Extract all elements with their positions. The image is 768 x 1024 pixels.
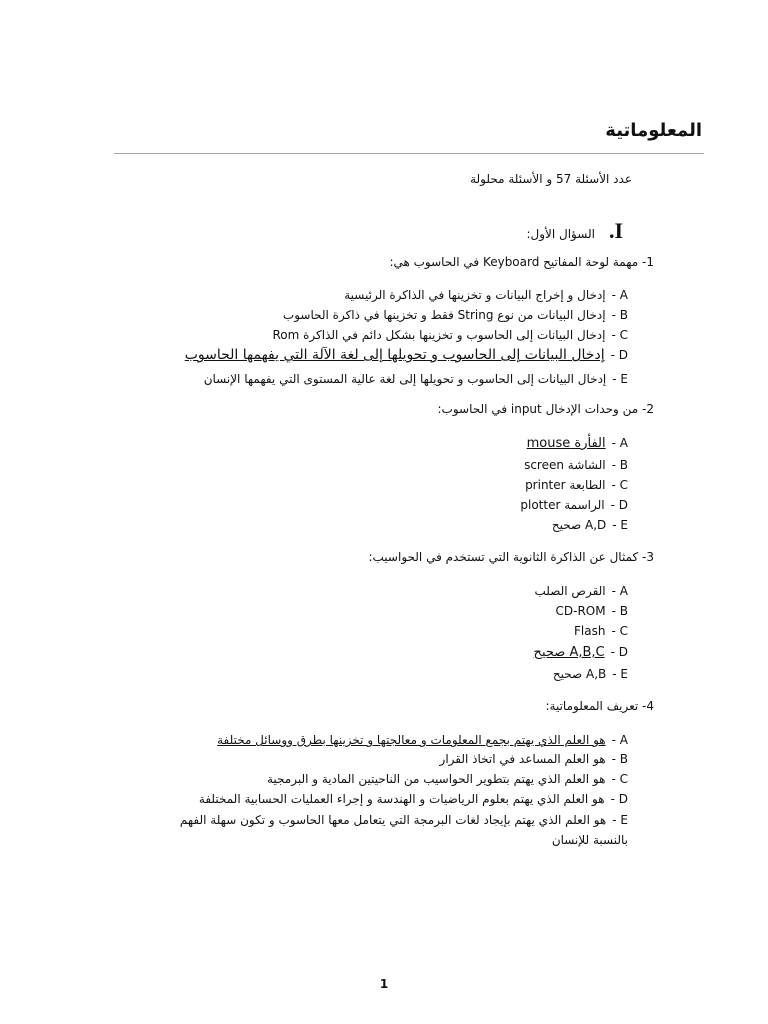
- section-heading: [526, 218, 623, 244]
- option-text: هو العلم الذي يهتم بعلوم الرياضيات و الهندسة و إجراء العمليات الحسابية المختلفة: [198, 792, 605, 806]
- question-count: عدد الأسئلة 57 و الأسئلة محلولة: [470, 172, 632, 186]
- option-text: هو العلم الذي يهتم بتطوير الحواسيب من الناحيتين المادية و البرمجية: [266, 772, 606, 786]
- option-label: B -: [611, 752, 628, 766]
- option-label: A -: [611, 436, 628, 450]
- q2-option-a-correct: [527, 436, 628, 451]
- q4-option-e: [158, 810, 628, 850]
- option-label: E -: [612, 813, 628, 827]
- option-label: D -: [610, 792, 628, 806]
- option-label: B -: [611, 604, 628, 618]
- option-text: A,D صحيح: [551, 518, 607, 532]
- option-text: إدخال البيانات إلى الحاسوب و تحويلها إلى لغة الآلة التي يفهمها الحاسوب: [184, 347, 605, 363]
- option-text: إدخال البيانات من نوع String فقط و تخزينها في ذاكرة الحاسوب: [282, 308, 606, 322]
- option-label: B -: [611, 458, 628, 472]
- option-text: إدخال البيانات إلى الحاسوب و تحويلها إلى لغة عالية المستوى التي يفهمها الإنسان: [203, 372, 607, 386]
- option-label: E -: [612, 372, 628, 386]
- option-text: إدخال و إخراج البيانات و تخزينها في الذاكرة الرئيسية: [344, 288, 606, 302]
- q1-option-a: [344, 288, 628, 302]
- q1-option-e: [204, 372, 628, 386]
- option-label: A -: [611, 584, 628, 598]
- option-label: C -: [611, 772, 628, 786]
- q4-option-c: [267, 772, 628, 786]
- option-text: الراسمة plotter: [520, 498, 605, 512]
- section-roman-numeral: I.: [608, 218, 623, 243]
- option-text: الشاشة screen: [524, 458, 606, 472]
- option-label: A -: [611, 288, 628, 302]
- option-label: A -: [611, 733, 628, 747]
- option-label: C -: [611, 624, 628, 638]
- q2-option-c: [525, 478, 628, 492]
- page-title: المعلوماتية: [605, 120, 702, 141]
- option-label: D -: [610, 498, 628, 512]
- option-label: C -: [611, 328, 628, 342]
- option-text: إدخال البيانات إلى الحاسوب و تخزينها بشكل دائم في الذاكرة Rom: [272, 328, 606, 342]
- option-text: القرص الصلب: [534, 584, 606, 598]
- question-3: 3- كمثال عن الذاكرة الثانوية التي تستخدم في الحواسيب:: [368, 550, 654, 564]
- question-1: 1- مهمة لوحة المفاتيح Keyboard في الحاسوب هي:: [389, 255, 654, 269]
- option-text: A,B صحيح: [552, 667, 607, 681]
- option-text: الفأرة mouse: [526, 436, 606, 451]
- q3-option-d-correct: [534, 645, 628, 660]
- option-text: هو العلم الذي يهتم بإيجاد لغات البرمجة التي يتعامل معها الحاسوب و تكون سهلة الفهم بالنسبة للإنسان: [179, 813, 628, 847]
- q2-option-d: [520, 498, 628, 512]
- q4-option-a-correct: [217, 733, 628, 747]
- option-label: C -: [611, 478, 628, 492]
- q2-option-e: [552, 518, 628, 532]
- option-text: هو العلم المساعد في اتخاذ القرار: [439, 752, 606, 766]
- q3-option-c: [574, 624, 628, 638]
- question-2: 2- من وحدات الإدخال input في الحاسوب:: [437, 402, 654, 416]
- q1-option-d-correct: [185, 347, 628, 363]
- question-4: 4- تعريف المعلوماتية:: [545, 699, 654, 713]
- option-text: Flash: [574, 624, 606, 638]
- q3-option-a: [534, 584, 628, 598]
- option-label: B -: [611, 308, 628, 322]
- option-text: A,B,C صحيح: [533, 645, 605, 660]
- q3-option-e: [553, 667, 628, 681]
- q1-option-b: [283, 308, 628, 322]
- q1-option-c: [272, 328, 628, 342]
- option-label: E -: [612, 518, 628, 532]
- option-label: D -: [610, 645, 628, 659]
- option-label: D -: [610, 348, 628, 362]
- q3-option-b: [556, 604, 628, 618]
- option-label: E -: [612, 667, 628, 681]
- option-text: الطابعة printer: [525, 478, 606, 492]
- q2-option-b: [524, 458, 628, 472]
- page-number: 1: [379, 977, 389, 991]
- q4-option-b: [440, 752, 628, 766]
- option-text: هو العلم الذي يهتم بجمع المعلومات و معالجتها و تخزينها بطرق ووسائل مختلفة: [217, 733, 606, 747]
- title-divider: [114, 153, 704, 154]
- option-text: CD-ROM: [555, 604, 606, 618]
- section-label: السؤال الأول:: [526, 227, 595, 241]
- q4-option-d: [199, 792, 628, 806]
